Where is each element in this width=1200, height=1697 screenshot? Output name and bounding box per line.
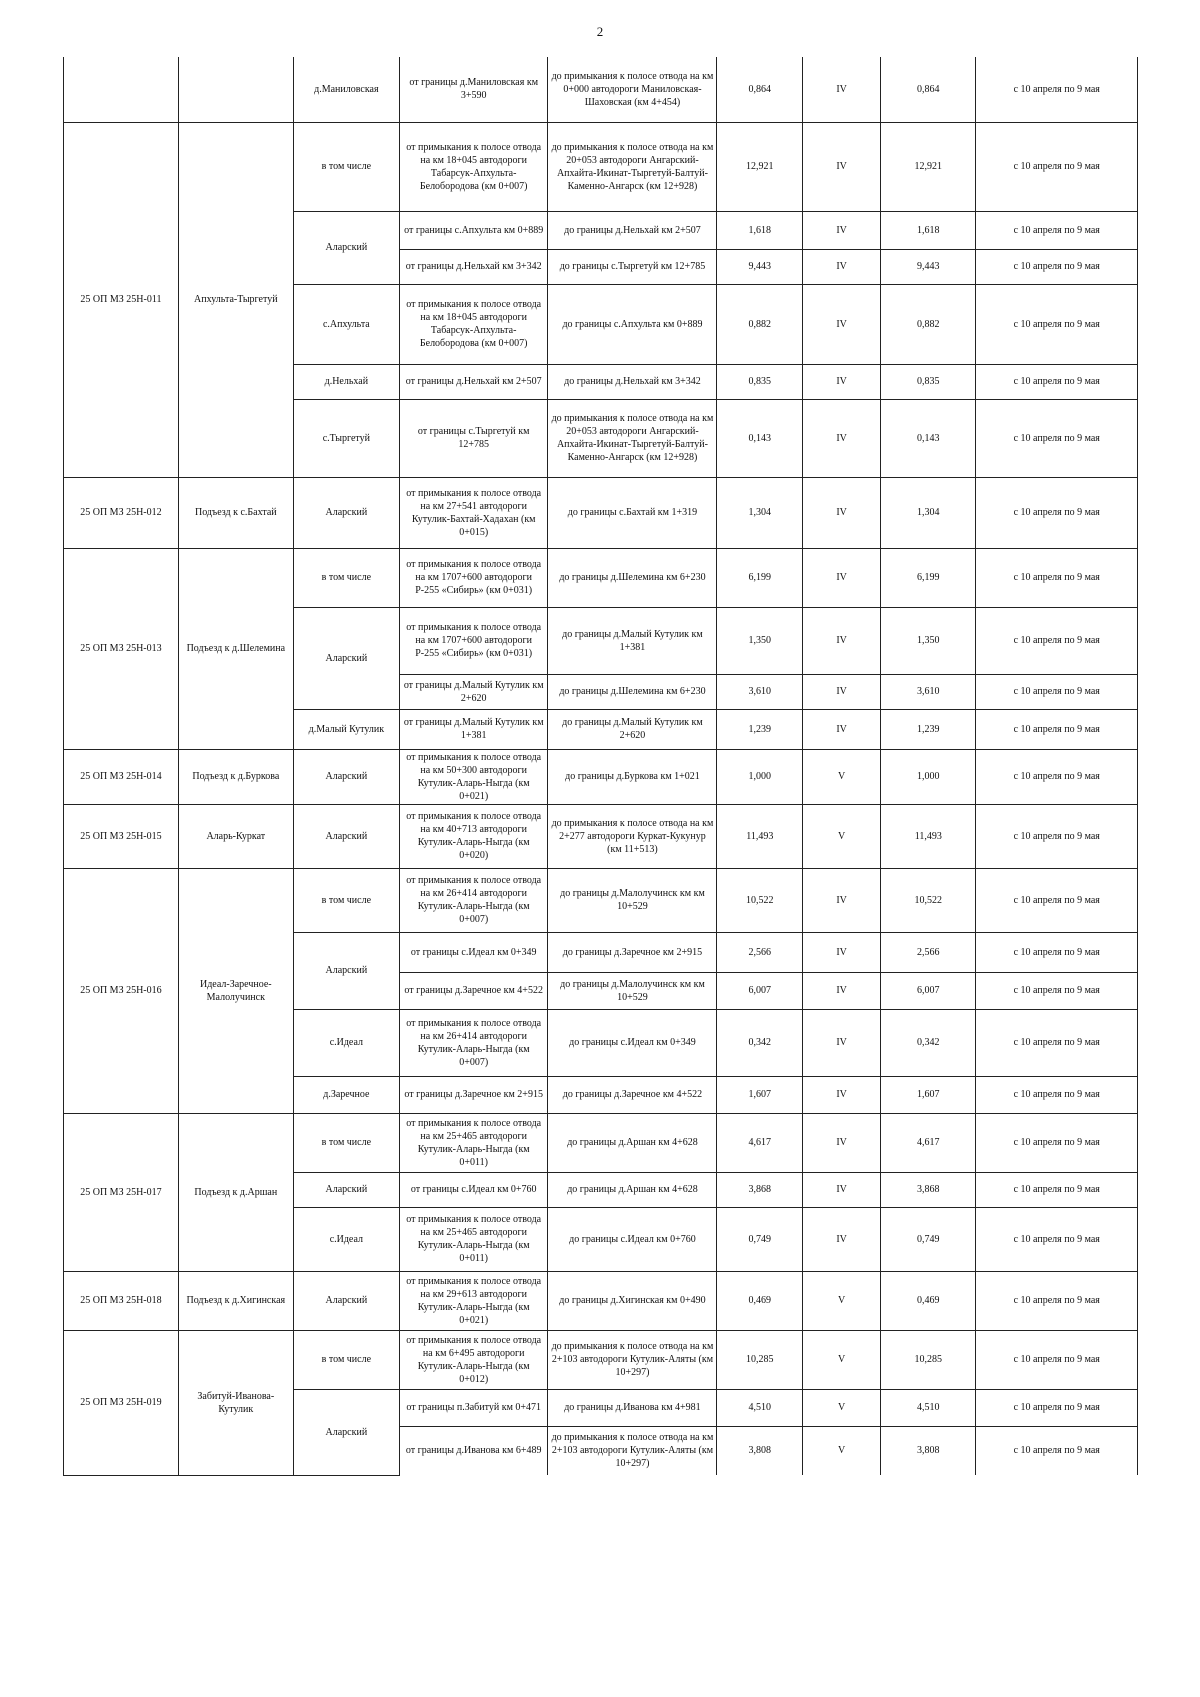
to-cell: до границы с.Идеал км 0+760 [548, 1207, 717, 1271]
road-code-cell: 25 ОП МЗ 25Н-014 [64, 749, 179, 804]
from-cell: от границы с.Апхульта км 0+889 [399, 211, 547, 249]
locality-cell: в том числе [293, 548, 399, 607]
to-cell: до границы д.Буркова км 1+021 [548, 749, 717, 804]
to-cell: до примыкания к полосе отвода на км 20+053 автодороги Ангарский-Апхайта-Икинат-Тыргетуй-Балтуй-Каменно-Ангарск (км 12+928) [548, 399, 717, 477]
from-cell: от примыкания к полосе отвода на км 29+613 автодороги Кутулик-Аларь-Ныгда (км 0+021) [399, 1271, 547, 1330]
to-cell: до границы д.Аршан км 4+628 [548, 1172, 717, 1207]
length-cell: 0,835 [717, 364, 803, 399]
length-cell: 0,864 [717, 57, 803, 122]
from-cell: от границы с.Идеал км 0+349 [399, 932, 547, 972]
road-name-cell: Подъезд к д.Буркова [178, 749, 293, 804]
road-code-cell: 25 ОП МЗ 25Н-012 [64, 477, 179, 548]
from-cell: от примыкания к полосе отвода на км 26+414 автодороги Кутулик-Аларь-Ныгда (км 0+007) [399, 868, 547, 932]
locality-cell: Аларский [293, 1172, 399, 1207]
length-cell: 6,007 [717, 972, 803, 1009]
locality-cell: Аларский [293, 804, 399, 868]
category-cell: IV [803, 249, 881, 284]
to-cell: до границы д.Малый Кутулик км 2+620 [548, 709, 717, 749]
period-cell: с 10 апреля по 9 мая [976, 674, 1138, 709]
period-cell: с 10 апреля по 9 мая [976, 868, 1138, 932]
locality-cell: Аларский [293, 211, 399, 284]
from-cell: от примыкания к полосе отвода на км 18+045 автодороги Табарсук-Апхульта-Белобородова (км 0+007) [399, 122, 547, 211]
from-cell: от примыкания к полосе отвода на км 27+541 автодороги Кутулик-Бахтай-Хадахан (км 0+015) [399, 477, 547, 548]
restricted-length-cell: 0,469 [881, 1271, 976, 1330]
road-name-cell: Забитуй-Иванова-Кутулик [178, 1330, 293, 1475]
period-cell: с 10 апреля по 9 мая [976, 1172, 1138, 1207]
to-cell: до примыкания к полосе отвода на км 2+277 автодороги Куркат-Кукунур (км 11+513) [548, 804, 717, 868]
table-row [64, 57, 1138, 122]
to-cell: до примыкания к полосе отвода на км 0+000 автодороги Маниловская-Шаховская (км 4+454) [548, 57, 717, 122]
road-name-cell [178, 57, 293, 122]
category-cell: IV [803, 57, 881, 122]
locality-cell: в том числе [293, 1330, 399, 1389]
from-cell: от границы д.Маниловская км 3+590 [399, 57, 547, 122]
table-row [64, 1330, 1138, 1389]
length-cell: 3,808 [717, 1426, 803, 1475]
period-cell: с 10 апреля по 9 мая [976, 284, 1138, 364]
from-cell: от примыкания к полосе отвода на км 26+414 автодороги Кутулик-Аларь-Ныгда (км 0+007) [399, 1009, 547, 1076]
period-cell: с 10 апреля по 9 мая [976, 1426, 1138, 1475]
road-name-cell: Апхульта-Тыргетуй [178, 122, 293, 477]
category-cell: V [803, 1426, 881, 1475]
to-cell: до границы с.Бахтай км 1+319 [548, 477, 717, 548]
table-row [64, 548, 1138, 607]
from-cell: от примыкания к полосе отвода на км 6+495 автодороги Кутулик-Аларь-Ныгда (км 0+012) [399, 1330, 547, 1389]
from-cell: от границы д.Малый Кутулик км 1+381 [399, 709, 547, 749]
road-name-cell: Подъезд к д.Шелемина [178, 548, 293, 749]
category-cell: IV [803, 122, 881, 211]
category-cell: IV [803, 932, 881, 972]
from-cell: от границы с.Идеал км 0+760 [399, 1172, 547, 1207]
length-cell: 0,143 [717, 399, 803, 477]
locality-cell: с.Апхульта [293, 284, 399, 364]
category-cell: IV [803, 1076, 881, 1113]
period-cell: с 10 апреля по 9 мая [976, 57, 1138, 122]
length-cell: 3,610 [717, 674, 803, 709]
to-cell: до границы с.Идеал км 0+349 [548, 1009, 717, 1076]
length-cell: 4,617 [717, 1113, 803, 1172]
restricted-length-cell: 9,443 [881, 249, 976, 284]
category-cell: IV [803, 364, 881, 399]
restricted-length-cell: 4,510 [881, 1389, 976, 1426]
road-code-cell: 25 ОП МЗ 25Н-016 [64, 868, 179, 1113]
period-cell: с 10 апреля по 9 мая [976, 932, 1138, 972]
length-cell: 9,443 [717, 249, 803, 284]
period-cell: с 10 апреля по 9 мая [976, 1009, 1138, 1076]
restricted-length-cell: 1,607 [881, 1076, 976, 1113]
locality-cell: Аларский [293, 607, 399, 709]
category-cell: V [803, 1330, 881, 1389]
from-cell: от примыкания к полосе отвода на км 50+300 автодороги Кутулик-Аларь-Ныгда (км 0+021) [399, 749, 547, 804]
road-code-cell: 25 ОП МЗ 25Н-019 [64, 1330, 179, 1475]
length-cell: 0,882 [717, 284, 803, 364]
length-cell: 1,618 [717, 211, 803, 249]
period-cell: с 10 апреля по 9 мая [976, 1207, 1138, 1271]
length-cell: 1,607 [717, 1076, 803, 1113]
to-cell: до примыкания к полосе отвода на км 20+053 автодороги Ангарский-Апхайта-Икинат-Тыргетуй-Балтуй-Каменно-Ангарск (км 12+928) [548, 122, 717, 211]
category-cell: IV [803, 1009, 881, 1076]
restricted-length-cell: 10,285 [881, 1330, 976, 1389]
restricted-length-cell: 0,882 [881, 284, 976, 364]
road-restrictions-table [63, 57, 1138, 1476]
table-row [64, 868, 1138, 932]
category-cell: IV [803, 709, 881, 749]
length-cell: 4,510 [717, 1389, 803, 1426]
locality-cell: Аларский [293, 749, 399, 804]
period-cell: с 10 апреля по 9 мая [976, 1076, 1138, 1113]
from-cell: от примыкания к полосе отвода на км 1707+600 автодороги Р-255 «Сибирь» (км 0+031) [399, 607, 547, 674]
restricted-length-cell: 6,007 [881, 972, 976, 1009]
length-cell: 1,304 [717, 477, 803, 548]
road-name-cell: Идеал-Заречное-Малолучинск [178, 868, 293, 1113]
category-cell: IV [803, 399, 881, 477]
from-cell: от границы д.Нельхай км 2+507 [399, 364, 547, 399]
to-cell: до границы д.Шелемина км 6+230 [548, 548, 717, 607]
restricted-length-cell: 0,342 [881, 1009, 976, 1076]
restricted-length-cell: 1,350 [881, 607, 976, 674]
to-cell: до границы д.Аршан км 4+628 [548, 1113, 717, 1172]
period-cell: с 10 апреля по 9 мая [976, 1271, 1138, 1330]
from-cell: от границы д.Иванова км 6+489 [399, 1426, 547, 1475]
length-cell: 12,921 [717, 122, 803, 211]
locality-cell: в том числе [293, 122, 399, 211]
period-cell: с 10 апреля по 9 мая [976, 211, 1138, 249]
to-cell: до границы с.Тыргетуй км 12+785 [548, 249, 717, 284]
locality-cell: в том числе [293, 1113, 399, 1172]
period-cell: с 10 апреля по 9 мая [976, 364, 1138, 399]
road-code-cell: 25 ОП МЗ 25Н-011 [64, 122, 179, 477]
locality-cell: д.Заречное [293, 1076, 399, 1113]
road-code-cell: 25 ОП МЗ 25Н-013 [64, 548, 179, 749]
restricted-length-cell: 3,868 [881, 1172, 976, 1207]
restricted-length-cell: 0,749 [881, 1207, 976, 1271]
restricted-length-cell: 0,835 [881, 364, 976, 399]
period-cell: с 10 апреля по 9 мая [976, 607, 1138, 674]
period-cell: с 10 апреля по 9 мая [976, 1113, 1138, 1172]
category-cell: IV [803, 868, 881, 932]
from-cell: от примыкания к полосе отвода на км 25+465 автодороги Кутулик-Аларь-Ныгда (км 0+011) [399, 1113, 547, 1172]
restricted-length-cell: 2,566 [881, 932, 976, 972]
restricted-length-cell: 11,493 [881, 804, 976, 868]
period-cell: с 10 апреля по 9 мая [976, 709, 1138, 749]
category-cell: V [803, 749, 881, 804]
period-cell: с 10 апреля по 9 мая [976, 477, 1138, 548]
category-cell: IV [803, 607, 881, 674]
length-cell: 0,469 [717, 1271, 803, 1330]
restricted-length-cell: 0,143 [881, 399, 976, 477]
road-name-cell: Подъезд к с.Бахтай [178, 477, 293, 548]
locality-cell: д.Маниловская [293, 57, 399, 122]
from-cell: от границы д.Заречное км 4+522 [399, 972, 547, 1009]
to-cell: до границы д.Нельхай км 3+342 [548, 364, 717, 399]
category-cell: IV [803, 1172, 881, 1207]
period-cell: с 10 апреля по 9 мая [976, 972, 1138, 1009]
length-cell: 1,239 [717, 709, 803, 749]
length-cell: 0,749 [717, 1207, 803, 1271]
road-name-cell: Подъезд к д.Аршан [178, 1113, 293, 1271]
restricted-length-cell: 0,864 [881, 57, 976, 122]
locality-cell: с.Идеал [293, 1207, 399, 1271]
table-row [64, 749, 1138, 804]
period-cell: с 10 апреля по 9 мая [976, 249, 1138, 284]
restricted-length-cell: 4,617 [881, 1113, 976, 1172]
category-cell: IV [803, 674, 881, 709]
length-cell: 3,868 [717, 1172, 803, 1207]
restricted-length-cell: 1,239 [881, 709, 976, 749]
length-cell: 1,000 [717, 749, 803, 804]
to-cell: до границы д.Малый Кутулик км 1+381 [548, 607, 717, 674]
length-cell: 6,199 [717, 548, 803, 607]
category-cell: IV [803, 477, 881, 548]
to-cell: до границы д.Нельхай км 2+507 [548, 211, 717, 249]
length-cell: 10,285 [717, 1330, 803, 1389]
to-cell: до границы д.Иванова км 4+981 [548, 1389, 717, 1426]
period-cell: с 10 апреля по 9 мая [976, 1330, 1138, 1389]
road-code-cell: 25 ОП МЗ 25Н-018 [64, 1271, 179, 1330]
road-name-cell: Подъезд к д.Хигинская [178, 1271, 293, 1330]
road-code-cell: 25 ОП МЗ 25Н-017 [64, 1113, 179, 1271]
table-row [64, 804, 1138, 868]
period-cell: с 10 апреля по 9 мая [976, 1389, 1138, 1426]
category-cell: IV [803, 211, 881, 249]
table-row [64, 1113, 1138, 1172]
length-cell: 11,493 [717, 804, 803, 868]
period-cell: с 10 апреля по 9 мая [976, 548, 1138, 607]
table-row [64, 477, 1138, 548]
length-cell: 2,566 [717, 932, 803, 972]
category-cell: V [803, 804, 881, 868]
to-cell: до границы д.Хигинская км 0+490 [548, 1271, 717, 1330]
locality-cell: Аларский [293, 1389, 399, 1475]
locality-cell: д.Нельхай [293, 364, 399, 399]
category-cell: IV [803, 972, 881, 1009]
length-cell: 10,522 [717, 868, 803, 932]
restricted-length-cell: 3,808 [881, 1426, 976, 1475]
category-cell: V [803, 1271, 881, 1330]
road-code-cell [64, 57, 179, 122]
locality-cell: в том числе [293, 868, 399, 932]
to-cell: до границы д.Малолучинск км км 10+529 [548, 972, 717, 1009]
page-number: 2 [596, 24, 604, 39]
length-cell: 0,342 [717, 1009, 803, 1076]
locality-cell: д.Малый Кутулик [293, 709, 399, 749]
restricted-length-cell: 10,522 [881, 868, 976, 932]
locality-cell: с.Идеал [293, 1009, 399, 1076]
to-cell: до границы д.Малолучинск км км 10+529 [548, 868, 717, 932]
from-cell: от границы п.Забитуй км 0+471 [399, 1389, 547, 1426]
to-cell: до границы д.Шелемина км 6+230 [548, 674, 717, 709]
restricted-length-cell: 1,000 [881, 749, 976, 804]
from-cell: от границы д.Малый Кутулик км 2+620 [399, 674, 547, 709]
table-row [64, 122, 1138, 211]
to-cell: до примыкания к полосе отвода на км 2+103 автодороги Кутулик-Аляты (км 10+297) [548, 1330, 717, 1389]
to-cell: до границы д.Заречное км 2+915 [548, 932, 717, 972]
category-cell: IV [803, 1207, 881, 1271]
restricted-length-cell: 1,618 [881, 211, 976, 249]
category-cell: V [803, 1389, 881, 1426]
from-cell: от границы с.Тыргетуй км 12+785 [399, 399, 547, 477]
period-cell: с 10 апреля по 9 мая [976, 122, 1138, 211]
road-name-cell: Аларь-Куркат [178, 804, 293, 868]
locality-cell: Аларский [293, 932, 399, 1009]
restricted-length-cell: 3,610 [881, 674, 976, 709]
from-cell: от примыкания к полосе отвода на км 1707+600 автодороги Р-255 «Сибирь» (км 0+031) [399, 548, 547, 607]
restricted-length-cell: 6,199 [881, 548, 976, 607]
road-code-cell: 25 ОП МЗ 25Н-015 [64, 804, 179, 868]
period-cell: с 10 апреля по 9 мая [976, 749, 1138, 804]
category-cell: IV [803, 1113, 881, 1172]
period-cell: с 10 апреля по 9 мая [976, 399, 1138, 477]
category-cell: IV [803, 548, 881, 607]
period-cell: с 10 апреля по 9 мая [976, 804, 1138, 868]
locality-cell: Аларский [293, 477, 399, 548]
category-cell: IV [803, 284, 881, 364]
restricted-length-cell: 1,304 [881, 477, 976, 548]
locality-cell: с.Тыргетуй [293, 399, 399, 477]
restricted-length-cell: 12,921 [881, 122, 976, 211]
from-cell: от границы д.Нельхай км 3+342 [399, 249, 547, 284]
table-row [64, 1271, 1138, 1330]
from-cell: от примыкания к полосе отвода на км 18+045 автодороги Табарсук-Апхульта-Белобородова (км 0+007) [399, 284, 547, 364]
from-cell: от примыкания к полосе отвода на км 25+465 автодороги Кутулик-Аларь-Ныгда (км 0+011) [399, 1207, 547, 1271]
length-cell: 1,350 [717, 607, 803, 674]
to-cell: до границы д.Заречное км 4+522 [548, 1076, 717, 1113]
locality-cell: Аларский [293, 1271, 399, 1330]
from-cell: от границы д.Заречное км 2+915 [399, 1076, 547, 1113]
to-cell: до примыкания к полосе отвода на км 2+103 автодороги Кутулик-Аляты (км 10+297) [548, 1426, 717, 1475]
from-cell: от примыкания к полосе отвода на км 40+713 автодороги Кутулик-Аларь-Ныгда (км 0+020) [399, 804, 547, 868]
to-cell: до границы с.Апхульта км 0+889 [548, 284, 717, 364]
